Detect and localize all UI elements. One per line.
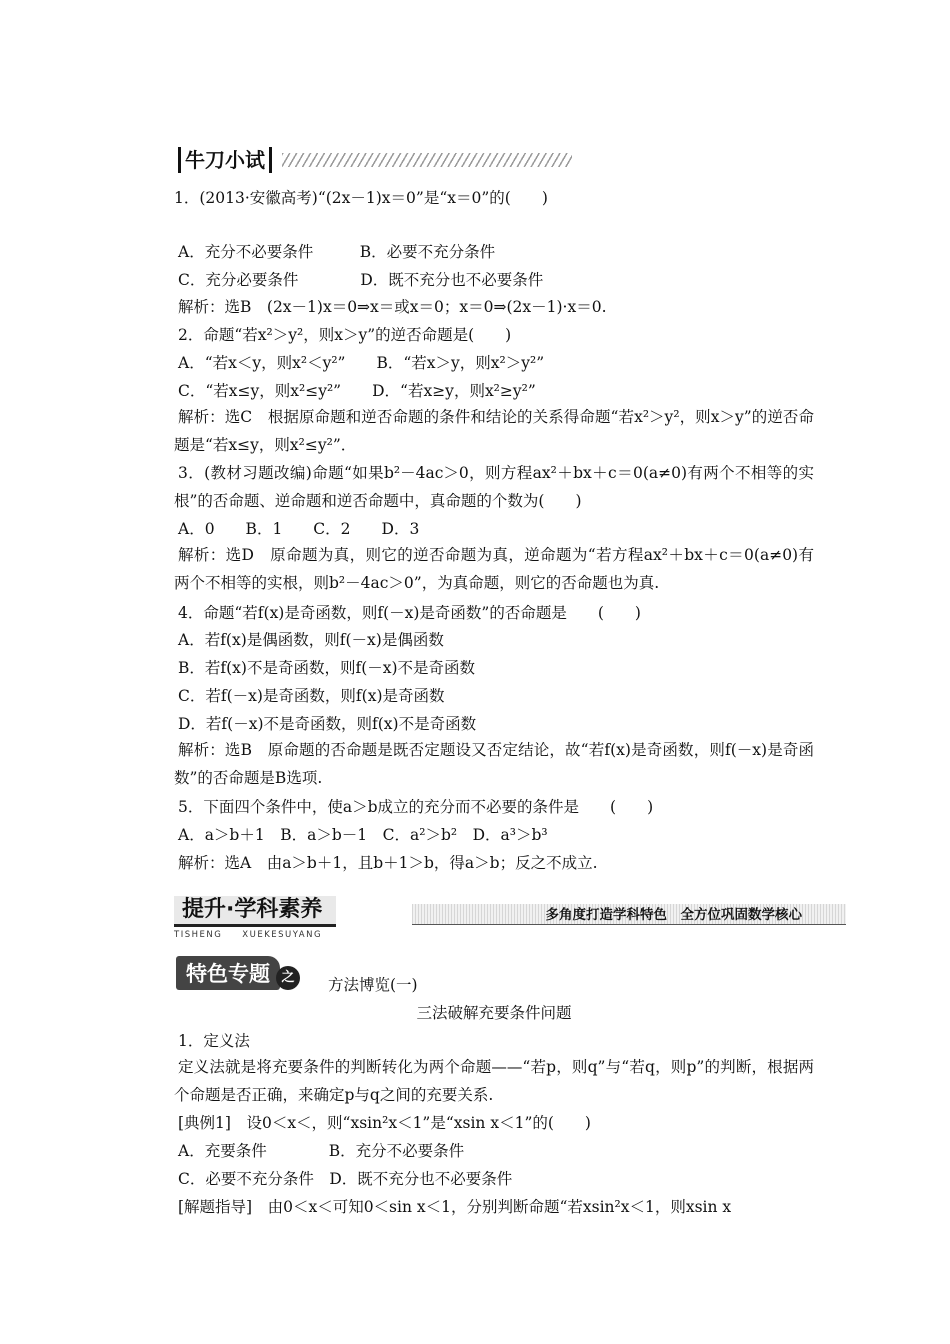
banner-pinyin: TISHENG XUEKESUYANG xyxy=(174,930,323,940)
q4-solution: 解析：选B 原命题的否命题是既否定题设又否定结论，故“若f(x)是奇函数，则f(－x)是奇函数”的否命题是B选项. xyxy=(174,741,814,787)
question-3: 3．(教材习题改编)命题“如果b²－4ac＞0，则方程ax²＋bx＋c＝0(a≠0)有两个不相等的实根”的否命题、逆命题和逆否命题中，真命题的个数为( ) xyxy=(174,464,814,510)
q3-options: A．0 B．1 C．2 D．3 xyxy=(178,520,420,538)
section-badge: 牛刀小试 xyxy=(178,147,272,173)
hatch-divider xyxy=(282,153,572,167)
topic-name: 方法博览(一) xyxy=(328,976,418,994)
question-1: 1．(2013·安徽高考)“(2x－1)x＝0”是“x＝0”的( ) xyxy=(174,189,548,207)
question-4: 4．命题“若f(x)是奇函数，则f(－x)是奇函数”的否命题是 ( ) xyxy=(178,604,641,622)
q1-options-cd: C．充分必要条件 D．既不充分也不必要条件 xyxy=(178,271,544,289)
q5-options: A．a＞b＋1 B．a＞b－1 C．a²＞b² D．a³＞b³ xyxy=(178,826,548,844)
q4-option-c: C．若f(－x)是奇函数，则f(x)是奇函数 xyxy=(178,687,445,705)
question-2: 2．命题“若x²＞y²，则x＞y”的逆否命题是( ) xyxy=(178,326,512,344)
q1-options-ab: A．充分不必要条件 B．必要不充分条件 xyxy=(178,243,496,261)
q5-solution: 解析：选A 由a＞b＋1，且b＋1＞b，得a＞b；反之不成立. xyxy=(178,854,598,872)
q2-solution: 解析：选C 根据原命题和逆否命题的条件和结论的关系得命题“若x²＞y²，则x＞y”的逆否命题是“若x≤y，则x²≤y²”． xyxy=(174,408,814,454)
method-1-description: 定义法就是将充要条件的判断转化为两个命题——“若p，则q”与“若q，则p”的判断，根据两个命题是否正确，来确定p与q之间的充要关系. xyxy=(174,1058,814,1104)
banner-title: 提升·学科素养 xyxy=(174,896,336,927)
example-1-options-ab: A．充要条件 B．充分不必要条件 xyxy=(178,1142,465,1160)
q4-option-a: A．若f(x)是偶函数，则f(－x)是偶函数 xyxy=(178,631,444,649)
q1-solution: 解析：选B (2x－1)x＝0⇒x＝或x＝0；x＝0⇒(2x－1)·x＝0. xyxy=(178,298,607,316)
example-1-options-cd: C．必要不充分条件 D．既不充分也不必要条件 xyxy=(178,1170,513,1188)
topic-circle: 之 xyxy=(276,966,300,990)
section-banner-improve xyxy=(174,896,846,940)
question-5: 5．下面四个条件中，使a＞b成立的充分而不必要的条件是 ( ) xyxy=(178,798,654,816)
topic-header xyxy=(176,956,300,990)
q2-options-cd: C．“若x≤y，则x²≤y²” D．“若x≥y，则x²≥y²” xyxy=(178,382,536,400)
q3-solution: 解析：选D 原命题为真，则它的逆否命题为真，逆命题为“若方程ax²＋bx＋c＝0(a≠0)有两个不相等的实根，则b²－4ac＞0”，为真命题，则它的否命题也为真. xyxy=(174,546,814,592)
banner-slogan: 多角度打造学科特色 全方位巩固数学核心 xyxy=(545,907,802,923)
method-1-title: 1．定义法 xyxy=(178,1032,250,1050)
q4-option-d: D．若f(－x)不是奇函数，则f(x)不是奇函数 xyxy=(178,715,477,733)
q4-option-b: B．若f(x)不是奇函数，则f(－x)不是奇函数 xyxy=(178,659,476,677)
topic-heading: 三法破解充要条件问题 xyxy=(416,1004,572,1022)
solution-guide: [解题指导] 由0＜x＜可知0＜sin x＜1，分别判断命题“若xsin²x＜1，则xsin x xyxy=(178,1198,732,1216)
section-header-practice xyxy=(178,147,572,173)
example-1: [典例1] 设0＜x＜，则“xsin²x＜1”是“xsin x＜1”的( ) xyxy=(178,1114,591,1132)
topic-badge: 特色专题 xyxy=(176,956,280,990)
q2-options-ab: A．“若x＜y，则x²＜y²” B．“若x＞y，则x²＞y²” xyxy=(178,354,545,372)
